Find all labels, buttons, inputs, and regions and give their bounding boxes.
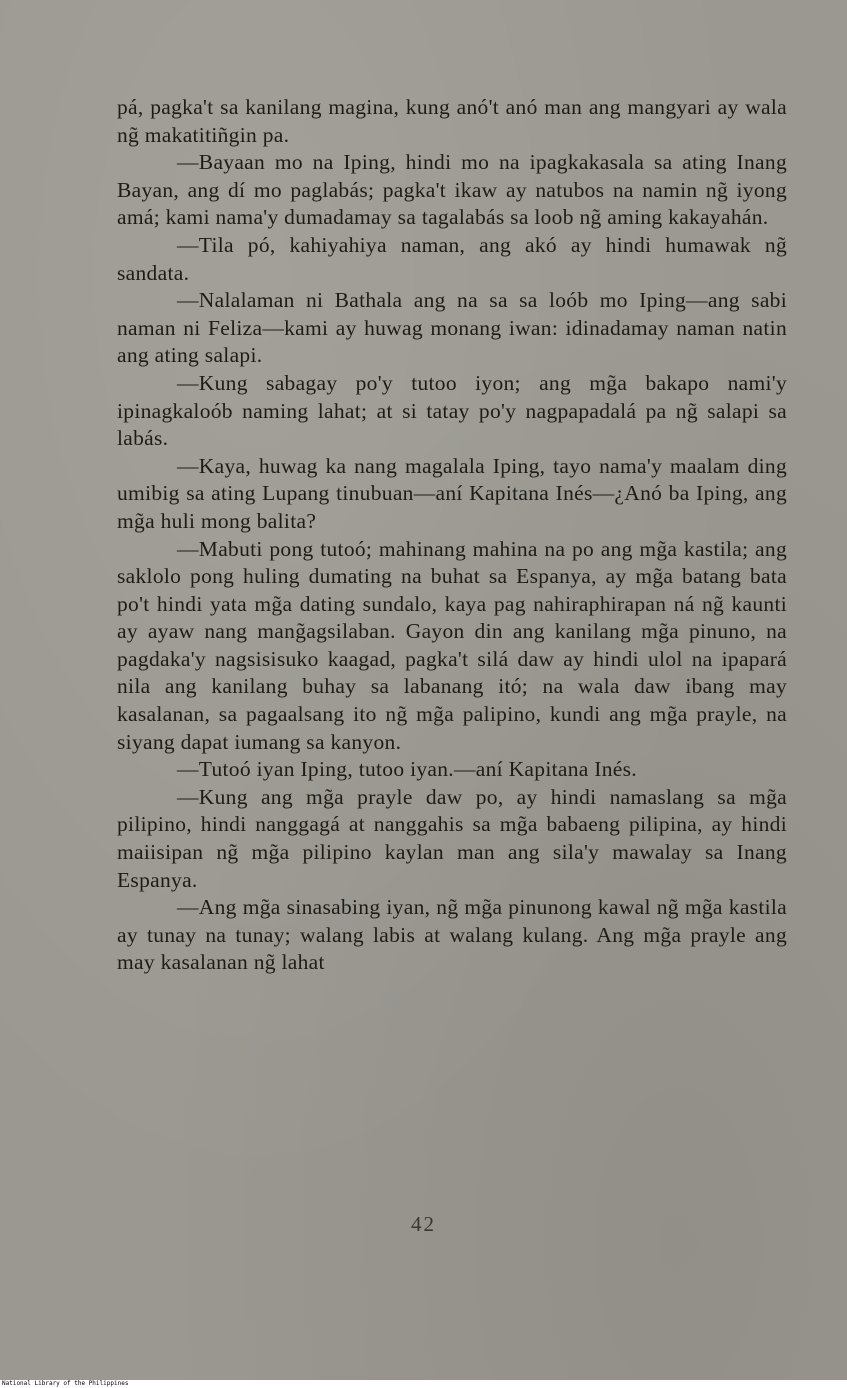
paragraph: —Kung sabagay po'y tutoo iyon; ang mg̃a bakapo nami'y ipinagkaloób naming lahat; at si tatay po'y nagpapadalá pa ng̃ salapi sa labás.	[117, 370, 787, 451]
paragraph: —Kaya, huwag ka nang magalala Iping, tayo nama'y maalam ding umibig sa ating Lupang tinubuan—aní Kapitana Inés—¿Anó ba Iping, ang mg̃a huli mong balita?	[117, 453, 787, 533]
paragraph: —Bayaan mo na Iping, hindi mo na ipagkakasala sa ating Inang Bayan, ang dí mo paglabás; pagka't ikaw ay natubos na namin ng̃ iyong amá; kami nama'y dumadamay sa tagalabás sa loob ng̃ aming kakayahán.	[117, 150, 787, 230]
footer-credit: National Library of the Philippines	[2, 1380, 129, 1387]
paragraph: —Kung ang mg̃a prayle daw po, ay hindi namaslang sa mg̃a pilipino, hindi nanggagá at nanggahis sa mg̃a babaeng pilipina, ay hindi maiisipan ng̃ mg̃a pilipino kaylan man ang sila'y mawalay sa Inang Espanya.	[117, 784, 787, 892]
paragraph: —Tila pó, kahiyahiya naman, ang akó ay hindi humawak ng̃ sandata.	[117, 232, 787, 285]
page-body-text	[117, 94, 787, 977]
page-number: 42	[411, 1212, 436, 1236]
paragraph: —Tutoó iyan Iping, tutoo iyan.—aní Kapitana Inés.	[177, 757, 637, 782]
footer-bar	[0, 1380, 847, 1388]
paragraph: —Ang mg̃a sinasabing iyan, ng̃ mg̃a pinunong kawal ng̃ mg̃a kastila ay tunay na tunay; walang labis at walang kulang. Ang mg̃a prayle ang may kasalanan ng̃ lahat	[117, 895, 787, 975]
paragraph: pá, pagka't sa kanilang magina, kung anó't anó man ang mangyari ay wala ng̃ makatitiñgin pa.	[117, 95, 787, 147]
paragraph: —Nalalaman ni Bathala ang na sa sa loób mo Iping—ang sabi naman ni Feliza—kami ay huwag monang iwan: idinadamay naman natin ang ating salapi.	[117, 288, 787, 368]
paragraph: —Mabuti pong tutoó; mahinang mahina na po ang mg̃a kastila; ang saklolo pong huling dumating na buhat sa Espanya, ay mg̃a batang bata po't hindi yata mg̃a dating sundalo, kaya pag nahiraphirapan ná ng̃ kaunti ay ayaw nang mang̃agsilaban. Gayon din ang kanilang mg̃a pinuno, na pagdaka'y nagsisisuko kaagad, pagka't silá daw ay hindi ulol na ipapará nila ang kanilang buhay sa labanang itó; na wala daw ibang may kasalanan, sa pagaalsang ito ng̃ mg̃a palipino, kundi ang mg̃a prayle, na siyang dapat iumang sa kanyon.	[117, 536, 787, 754]
